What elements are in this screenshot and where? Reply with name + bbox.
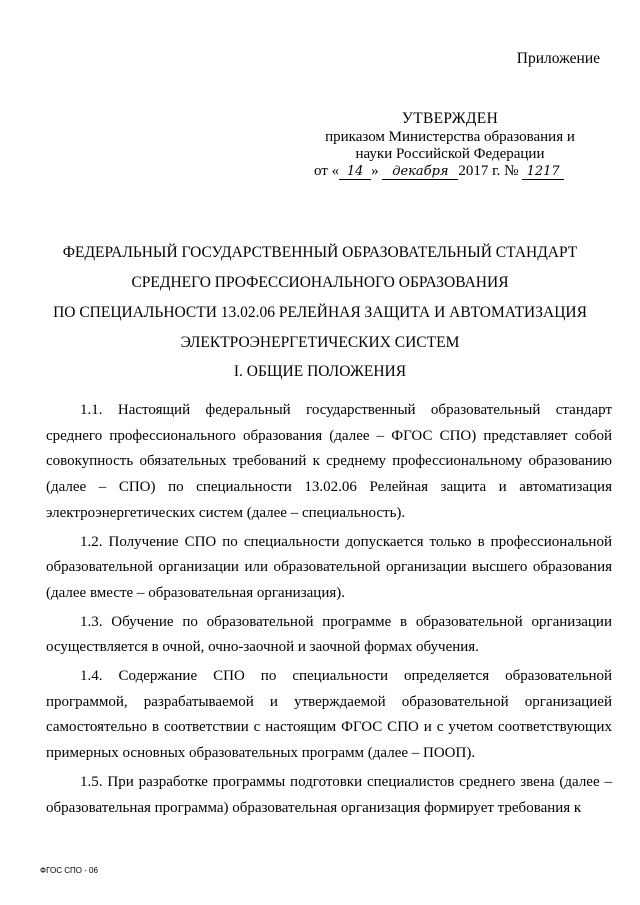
title-line-2: СРЕДНЕГО ПРОФЕССИОНАЛЬНОГО ОБРАЗОВАНИЯ [131, 274, 509, 291]
title-line-4: ЭЛЕКТРОЭНЕРГЕТИЧЕСКИХ СИСТЕМ [180, 334, 460, 351]
date-mid: » [371, 163, 379, 179]
approval-line-2: науки Российской Федерации [355, 146, 545, 162]
date-prefix: от « [314, 163, 340, 179]
paragraph-1-3: 1.3. Обучение по образовательной программе в образовательной организации осуществляется в очной, очно-заочной и заочной формах обучения. [46, 613, 612, 656]
paragraph-1-1: 1.1. Настоящий федеральный государственный образовательный стандарт среднего профессионального образования (далее – ФГОС СПО) представляет собой совокупность обязательных требований к среднему профессиональному образованию (далее – СПО) по специальности 13.02.06 Релейная защита и автоматизация электроэнергетических систем (далее – специальность). [46, 402, 612, 521]
handwritten-order-number: 1217 [522, 165, 564, 180]
document-body [46, 398, 612, 824]
title-line-1: ФЕДЕРАЛЬНЫЙ ГОСУДАРСТВЕННЫЙ ОБРАЗОВАТЕЛЬНЫЙ СТАНДАРТ [62, 244, 578, 261]
handwritten-month: декабря [382, 165, 458, 180]
handwritten-day: 14 [339, 165, 371, 180]
approval-line-1: приказом Министерства образования и [325, 129, 575, 145]
section-heading: I. ОБЩИЕ ПОЛОЖЕНИЯ [233, 363, 407, 380]
approval-heading: УТВЕРЖДЕН [401, 110, 499, 127]
document-title [30, 238, 610, 358]
year-text: 2017 г. № [458, 163, 519, 179]
page-footer: ФГОС СПО - 06 [40, 866, 98, 875]
appendix-label: Приложение [516, 50, 600, 67]
approval-block [300, 110, 600, 180]
paragraph-1-4: 1.4. Содержание СПО по специальности определяется образовательной программой, разрабатываемой и утверждаемой образовательной организацией самостоятельно в соответствии с настоящим ФГОС СПО и с учетом соответствующих примерных основных образовательных программ (далее – ПООП). [46, 668, 612, 762]
title-line-3: ПО СПЕЦИАЛЬНОСТИ 13.02.06 РЕЛЕЙНАЯ ЗАЩИТА И АВТОМАТИЗАЦИЯ [53, 304, 587, 321]
approval-order-line [300, 163, 600, 180]
paragraph-1-5: 1.5. При разработке программы подготовки специалистов среднего звена (далее – образовательная программа) образовательная организация формирует требования к [46, 773, 612, 816]
paragraph-1-2: 1.2. Получение СПО по специальности допускается только в профессиональной образовательной организации или образовательной организации высшего образования (далее вместе – образовательная организация). [46, 533, 612, 601]
